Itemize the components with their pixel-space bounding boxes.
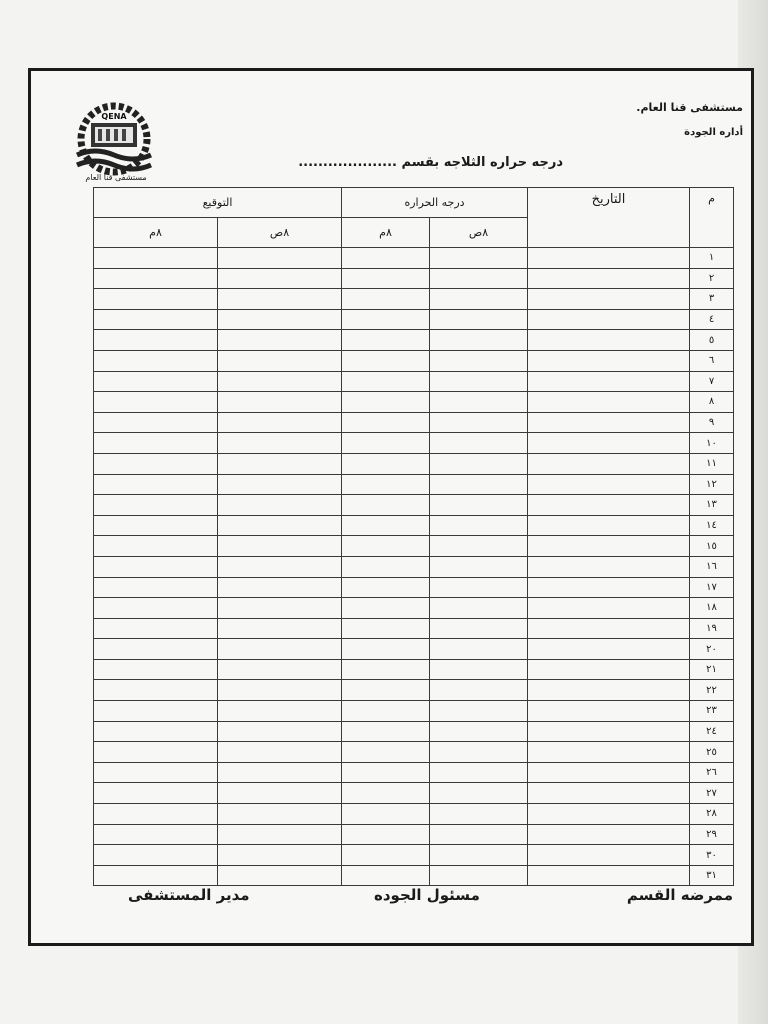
row-number: ٢٨ xyxy=(690,804,734,825)
temp-pm-cell[interactable] xyxy=(342,659,430,680)
temp-am-cell[interactable] xyxy=(430,598,528,619)
row-number: ١٢ xyxy=(690,474,734,495)
date-cell[interactable] xyxy=(528,721,690,742)
table-row xyxy=(94,248,734,269)
sign-pm-cell[interactable] xyxy=(94,268,218,289)
row-number: ١ xyxy=(690,248,734,269)
date-cell[interactable] xyxy=(528,659,690,680)
temp-am-cell[interactable] xyxy=(430,371,528,392)
row-number: ٢١ xyxy=(690,659,734,680)
temp-pm-cell[interactable] xyxy=(342,824,430,845)
row-number: ٢ xyxy=(690,268,734,289)
row-number: ٩ xyxy=(690,412,734,433)
row-number: ١٠ xyxy=(690,433,734,454)
row-number: ٢٧ xyxy=(690,783,734,804)
sign-pm-cell[interactable] xyxy=(94,515,218,536)
sign-am-cell[interactable] xyxy=(218,659,342,680)
temp-pm-cell[interactable] xyxy=(342,330,430,351)
temp-pm-cell[interactable] xyxy=(342,350,430,371)
temp-am-cell[interactable] xyxy=(430,248,528,269)
date-cell[interactable] xyxy=(528,824,690,845)
sign-am-cell[interactable] xyxy=(218,268,342,289)
sign-am-cell[interactable] xyxy=(218,701,342,722)
date-cell[interactable] xyxy=(528,639,690,660)
date-cell[interactable] xyxy=(528,556,690,577)
table-row xyxy=(94,536,734,557)
table-row xyxy=(94,392,734,413)
date-cell[interactable] xyxy=(528,845,690,866)
sign-am-cell[interactable] xyxy=(218,433,342,454)
temp-pm-cell[interactable] xyxy=(342,392,430,413)
table-row xyxy=(94,330,734,351)
temp-am-cell[interactable] xyxy=(430,556,528,577)
sign-pm-cell[interactable] xyxy=(94,783,218,804)
table-row xyxy=(94,371,734,392)
sign-pm-cell[interactable] xyxy=(94,433,218,454)
sign-am-cell[interactable] xyxy=(218,350,342,371)
row-number: ٣ xyxy=(690,289,734,310)
sign-am-cell[interactable] xyxy=(218,248,342,269)
sign-pm-cell[interactable] xyxy=(94,556,218,577)
sign-am-cell[interactable] xyxy=(218,392,342,413)
temp-am-cell[interactable] xyxy=(430,659,528,680)
header-temp-pm: ٨م xyxy=(342,218,430,248)
sign-pm-cell[interactable] xyxy=(94,804,218,825)
row-number: ٦ xyxy=(690,350,734,371)
temp-am-cell[interactable] xyxy=(430,495,528,516)
table-row xyxy=(94,783,734,804)
temp-pm-cell[interactable] xyxy=(342,618,430,639)
date-cell[interactable] xyxy=(528,248,690,269)
sign-am-cell[interactable] xyxy=(218,680,342,701)
date-cell[interactable] xyxy=(528,309,690,330)
temp-pm-cell[interactable] xyxy=(342,721,430,742)
nurse-signature-label: ممرضه القسم xyxy=(626,886,733,904)
row-number: ٢٦ xyxy=(690,762,734,783)
temp-pm-cell[interactable] xyxy=(342,433,430,454)
sign-pm-cell[interactable] xyxy=(94,742,218,763)
temp-am-cell[interactable] xyxy=(430,742,528,763)
date-cell[interactable] xyxy=(528,536,690,557)
hospital-name: مستشفى قنا العام. xyxy=(636,101,743,114)
date-cell[interactable] xyxy=(528,742,690,763)
sign-pm-cell[interactable] xyxy=(94,248,218,269)
temp-pm-cell[interactable] xyxy=(342,804,430,825)
sign-am-cell[interactable] xyxy=(218,845,342,866)
date-cell[interactable] xyxy=(528,371,690,392)
temp-am-cell[interactable] xyxy=(430,804,528,825)
date-cell[interactable] xyxy=(528,433,690,454)
table-row xyxy=(94,659,734,680)
date-cell[interactable] xyxy=(528,392,690,413)
temp-am-cell[interactable] xyxy=(430,536,528,557)
sign-am-cell[interactable] xyxy=(218,721,342,742)
date-cell[interactable] xyxy=(528,618,690,639)
sign-pm-cell[interactable] xyxy=(94,845,218,866)
sign-am-cell[interactable] xyxy=(218,824,342,845)
sign-pm-cell[interactable] xyxy=(94,453,218,474)
temp-pm-cell[interactable] xyxy=(342,783,430,804)
sign-pm-cell[interactable] xyxy=(94,392,218,413)
sign-am-cell[interactable] xyxy=(218,804,342,825)
date-cell[interactable] xyxy=(528,598,690,619)
header-sign-pm: ٨م xyxy=(94,218,218,248)
sign-am-cell[interactable] xyxy=(218,453,342,474)
row-number: ١٧ xyxy=(690,577,734,598)
temp-am-cell[interactable] xyxy=(430,618,528,639)
row-number: ١٥ xyxy=(690,536,734,557)
table-row xyxy=(94,804,734,825)
sign-am-cell[interactable] xyxy=(218,762,342,783)
sign-am-cell[interactable] xyxy=(218,309,342,330)
date-cell[interactable] xyxy=(528,865,690,886)
date-cell[interactable] xyxy=(528,762,690,783)
logo-caption: مستشفى قنا العام xyxy=(85,173,147,182)
table-row xyxy=(94,474,734,495)
table-row xyxy=(94,762,734,783)
quality-officer-signature-label: مسئول الجوده xyxy=(374,886,480,904)
date-cell[interactable] xyxy=(528,495,690,516)
row-number: ١٦ xyxy=(690,556,734,577)
table-row xyxy=(94,721,734,742)
table-row xyxy=(94,495,734,516)
row-number: ٢٩ xyxy=(690,824,734,845)
temp-am-cell[interactable] xyxy=(430,309,528,330)
logo-text: QENA xyxy=(101,112,127,121)
date-cell[interactable] xyxy=(528,289,690,310)
row-number: ٢٣ xyxy=(690,701,734,722)
date-cell[interactable] xyxy=(528,350,690,371)
director-signature-label: مدير المستشفى xyxy=(128,886,250,904)
header-temperature: درجه الحراره xyxy=(342,188,528,218)
temp-pm-cell[interactable] xyxy=(342,865,430,886)
temp-pm-cell[interactable] xyxy=(342,680,430,701)
form-frame xyxy=(28,68,754,946)
temp-pm-cell[interactable] xyxy=(342,845,430,866)
date-cell[interactable] xyxy=(528,453,690,474)
temp-pm-cell[interactable] xyxy=(342,412,430,433)
sign-pm-cell[interactable] xyxy=(94,721,218,742)
temp-pm-cell[interactable] xyxy=(342,309,430,330)
temp-pm-cell[interactable] xyxy=(342,742,430,763)
sign-am-cell[interactable] xyxy=(218,289,342,310)
temp-am-cell[interactable] xyxy=(430,762,528,783)
date-cell[interactable] xyxy=(528,330,690,351)
sign-pm-cell[interactable] xyxy=(94,289,218,310)
row-number: ٢٥ xyxy=(690,742,734,763)
table-row xyxy=(94,680,734,701)
date-cell[interactable] xyxy=(528,701,690,722)
sign-am-cell[interactable] xyxy=(218,330,342,351)
table-row xyxy=(94,515,734,536)
sign-am-cell[interactable] xyxy=(218,536,342,557)
sign-pm-cell[interactable] xyxy=(94,371,218,392)
sign-pm-cell[interactable] xyxy=(94,618,218,639)
sign-pm-cell[interactable] xyxy=(94,639,218,660)
temp-am-cell[interactable] xyxy=(430,845,528,866)
sign-am-cell[interactable] xyxy=(218,639,342,660)
temp-pm-cell[interactable] xyxy=(342,268,430,289)
date-cell[interactable] xyxy=(528,804,690,825)
form-title xyxy=(298,155,563,170)
hospital-logo xyxy=(73,99,155,179)
sign-am-cell[interactable] xyxy=(218,577,342,598)
row-number: ٢٢ xyxy=(690,680,734,701)
row-number: ٧ xyxy=(690,371,734,392)
date-cell[interactable] xyxy=(528,515,690,536)
temp-pm-cell[interactable] xyxy=(342,495,430,516)
table-row xyxy=(94,598,734,619)
department-blank: .................... xyxy=(298,155,397,170)
temp-pm-cell[interactable] xyxy=(342,556,430,577)
sign-am-cell[interactable] xyxy=(218,556,342,577)
table-row xyxy=(94,268,734,289)
row-number: ٣٠ xyxy=(690,845,734,866)
sign-am-cell[interactable] xyxy=(218,515,342,536)
table-row xyxy=(94,845,734,866)
sign-pm-cell[interactable] xyxy=(94,680,218,701)
date-cell[interactable] xyxy=(528,577,690,598)
temp-pm-cell[interactable] xyxy=(342,289,430,310)
row-number: ٥ xyxy=(690,330,734,351)
sign-pm-cell[interactable] xyxy=(94,659,218,680)
table-row xyxy=(94,289,734,310)
form-title-text: درجه حراره الثلاجه بقسم xyxy=(401,155,563,170)
table-row xyxy=(94,309,734,330)
sign-pm-cell[interactable] xyxy=(94,330,218,351)
temp-am-cell[interactable] xyxy=(430,865,528,886)
row-number: ١٣ xyxy=(690,495,734,516)
table-row xyxy=(94,824,734,845)
row-number: ١٨ xyxy=(690,598,734,619)
temp-am-cell[interactable] xyxy=(430,289,528,310)
temp-pm-cell[interactable] xyxy=(342,248,430,269)
temp-am-cell[interactable] xyxy=(430,577,528,598)
sign-pm-cell[interactable] xyxy=(94,412,218,433)
sign-pm-cell[interactable] xyxy=(94,536,218,557)
table-row xyxy=(94,742,734,763)
temp-am-cell[interactable] xyxy=(430,783,528,804)
temp-pm-cell[interactable] xyxy=(342,474,430,495)
date-cell[interactable] xyxy=(528,412,690,433)
header-date: التاريخ xyxy=(528,188,690,248)
table-row xyxy=(94,639,734,660)
sign-am-cell[interactable] xyxy=(218,495,342,516)
row-number: ١٩ xyxy=(690,618,734,639)
sign-pm-cell[interactable] xyxy=(94,824,218,845)
header-number: م xyxy=(690,188,734,248)
sign-am-cell[interactable] xyxy=(218,618,342,639)
date-cell[interactable] xyxy=(528,783,690,804)
row-number: ٤ xyxy=(690,309,734,330)
row-number: ١١ xyxy=(690,453,734,474)
temp-am-cell[interactable] xyxy=(430,453,528,474)
sign-am-cell[interactable] xyxy=(218,783,342,804)
temp-am-cell[interactable] xyxy=(430,701,528,722)
temp-am-cell[interactable] xyxy=(430,515,528,536)
sign-pm-cell[interactable] xyxy=(94,598,218,619)
temp-am-cell[interactable] xyxy=(430,433,528,454)
sign-am-cell[interactable] xyxy=(218,371,342,392)
sign-pm-cell[interactable] xyxy=(94,865,218,886)
temp-pm-cell[interactable] xyxy=(342,762,430,783)
temperature-log-table xyxy=(93,187,734,886)
row-number: ١٤ xyxy=(690,515,734,536)
sign-am-cell[interactable] xyxy=(218,412,342,433)
temp-am-cell[interactable] xyxy=(430,330,528,351)
header-signature: التوقيع xyxy=(94,188,342,218)
header-sign-am: ٨ص xyxy=(218,218,342,248)
temp-am-cell[interactable] xyxy=(430,721,528,742)
sign-pm-cell[interactable] xyxy=(94,495,218,516)
table-row xyxy=(94,453,734,474)
table-row xyxy=(94,618,734,639)
temp-am-cell[interactable] xyxy=(430,392,528,413)
temp-am-cell[interactable] xyxy=(430,350,528,371)
row-number: ٢٤ xyxy=(690,721,734,742)
quality-department: أداره الجودة xyxy=(684,127,743,138)
temp-pm-cell[interactable] xyxy=(342,453,430,474)
date-cell[interactable] xyxy=(528,680,690,701)
temp-pm-cell[interactable] xyxy=(342,515,430,536)
header-temp-am: ٨ص xyxy=(430,218,528,248)
temp-am-cell[interactable] xyxy=(430,474,528,495)
temp-pm-cell[interactable] xyxy=(342,598,430,619)
sign-am-cell[interactable] xyxy=(218,742,342,763)
temp-pm-cell[interactable] xyxy=(342,536,430,557)
temp-pm-cell[interactable] xyxy=(342,701,430,722)
temp-am-cell[interactable] xyxy=(430,268,528,289)
sign-pm-cell[interactable] xyxy=(94,350,218,371)
table-row xyxy=(94,412,734,433)
sign-am-cell[interactable] xyxy=(218,474,342,495)
sign-pm-cell[interactable] xyxy=(94,762,218,783)
table-row xyxy=(94,701,734,722)
table-row xyxy=(94,577,734,598)
temp-am-cell[interactable] xyxy=(430,680,528,701)
sign-pm-cell[interactable] xyxy=(94,577,218,598)
row-number: ٨ xyxy=(690,392,734,413)
row-number: ٣١ xyxy=(690,865,734,886)
table-row xyxy=(94,556,734,577)
sign-pm-cell[interactable] xyxy=(94,309,218,330)
table-row xyxy=(94,350,734,371)
sign-am-cell[interactable] xyxy=(218,865,342,886)
row-number: ٢٠ xyxy=(690,639,734,660)
temp-am-cell[interactable] xyxy=(430,824,528,845)
temp-pm-cell[interactable] xyxy=(342,577,430,598)
date-cell[interactable] xyxy=(528,268,690,289)
sign-pm-cell[interactable] xyxy=(94,701,218,722)
table-row xyxy=(94,433,734,454)
temp-am-cell[interactable] xyxy=(430,639,528,660)
temp-pm-cell[interactable] xyxy=(342,371,430,392)
table-row xyxy=(94,865,734,886)
date-cell[interactable] xyxy=(528,474,690,495)
sign-am-cell[interactable] xyxy=(218,598,342,619)
sign-pm-cell[interactable] xyxy=(94,474,218,495)
temp-pm-cell[interactable] xyxy=(342,639,430,660)
temp-am-cell[interactable] xyxy=(430,412,528,433)
